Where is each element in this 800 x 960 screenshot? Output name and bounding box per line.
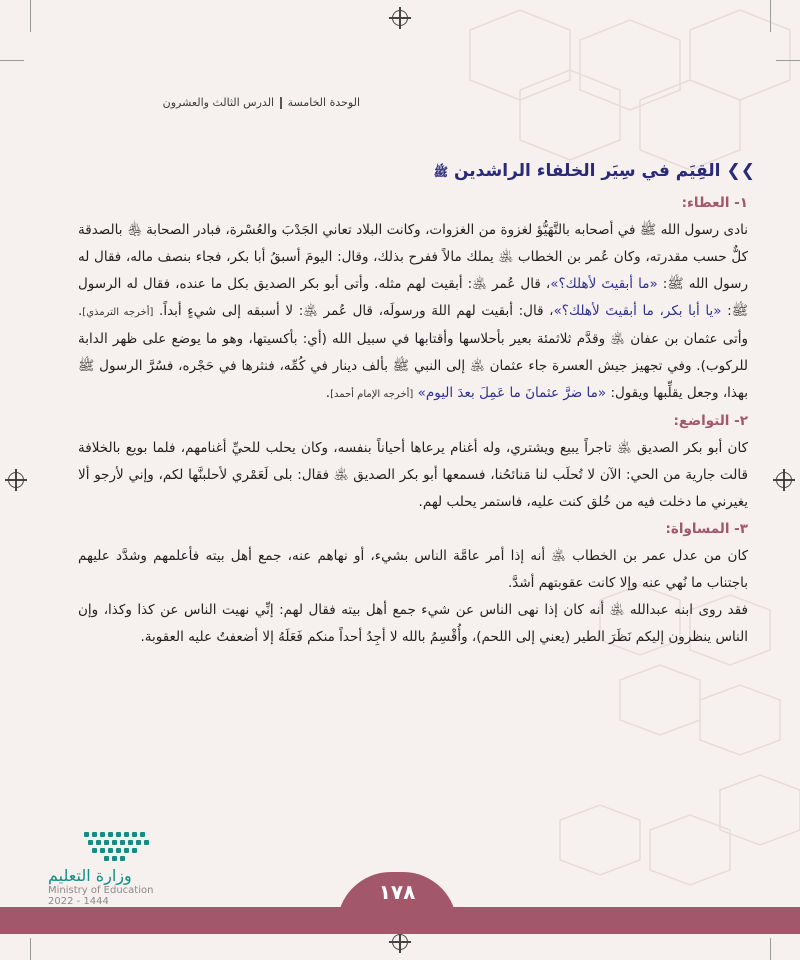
unit-label: الوحدة الخامسة [287,96,360,109]
hadith-quote: «ما ضرَّ عثمانَ ما عَمِلَ بعدَ اليوم» [417,385,607,401]
honorific: ﷺ [433,165,449,179]
lesson-label: الدرس الثالث والعشرون [162,96,275,109]
crop-mark [0,60,24,61]
registration-mark-icon [8,472,24,488]
text-run: ، قال: أبقيت لهم اللهَ ورسولَه، قال عُمر ﵁: لا أسبقه إلى شيءٍ أبداً. [153,303,554,319]
crop-mark [776,60,800,61]
section-heading [335,161,755,182]
subsection-heading: ١- العطاء: [681,195,748,211]
logo-text [48,866,158,907]
paragraph [78,597,748,651]
paragraph [78,543,748,597]
text-run: نادى رسول الله ﷺ في أصحابه بالتَّهَيُّؤ لغزوة من الغزوات، وكانت البلاد تعاني الجَدْبَ والعُسْرة، فبادر الصحابة ﵃ بالصدقة كلٌّ حسب مقدرته، وكان عُمر بن الخطاب ﵁ يملك مالاً ففرح بذلك، وقال: اليومَ أسبقُ أبا بكر، فجاء بنصف ماله، فقال له رسول الله ﷺ: [78,222,748,292]
text-run: كان أبو بكر الصديق ﵁ تاجراً يبيع ويشتري، وله أغنام يرعاها أحياناً بنفسه، وكان يحلب للحيِّ أغنامهم، فلما بويع بالخلافة قالت جارية من الحي: الآن لا تُحلَب لنا مَنائحُنا، فسمعها أبو بكر الصديق ﵁ فقال: بلى لَعَمْري لأحلبنَّها لكم، وإني لأرجو ألا يغيرني ما دخلت فيه من خُلق كنت عليه، فاستمر يحلب لهم. [78,440,748,510]
running-header [130,96,360,109]
header-divider [280,97,282,109]
registration-mark-icon [392,934,408,950]
crop-mark [30,0,31,32]
text-run: كان من عدل عمر بن الخطاب ﵁ أنه إذا أمر عامَّة الناس بشيء، أو نهاهم عنه، جمع أهل بيته فأعلمهم وشدَّد عليهم باجتناب ما نُهي عنه وإلا كانت عقوبتهم أشدَّ. [78,548,748,591]
hadith-quote: «ما أبقيتَ لأهلك؟» [550,276,658,292]
crop-mark [770,0,771,32]
registration-mark-icon [392,10,408,26]
section-title: القِيَم في سِيَر الخلفاء الراشدين [454,161,721,181]
page-number: ١٧٨ [378,880,416,904]
logo-arabic: وزارة التعليم [48,866,132,885]
text-run: . وأتى عثمان بن عفان ﵁ وقدَّم ثلاثمئة بعير بأحلاسها وأقتابها في سبيل الله (أي: بأكسيتها، وهو ما يوضع على ظهر الدابة للركوب). وفي تجهيز جيش العسرة جاء عثمان ﵁ إلى النبي ﷺ بألف دينار في كُمِّه، فنثرها في حَجْره، فسُرَّ الرسول ﷺ بهذا، وجعل يقلِّبها ويقول: [78,303,748,401]
paragraph [78,435,748,516]
subsection-heading: ٢- التواضع: [673,413,748,429]
text-run: ، قال عُمر ﵁: أبقيت لهم مثله. وأتى أبو بكر الصديق بكل ما عنده، فقال له الرسول ﷺ: [78,276,749,319]
crop-mark [770,938,771,960]
logo-dots-icon [84,830,154,864]
double-chevron-icon: ❯❯ [726,161,755,181]
text-run: فقد روى ابنه عبدالله ﵁ أنه كان إذا نهى الناس عن شيء جمع أهل بيته فقال لهم: إنِّي نهيت الناس عن كذا وكذا، وإن الناس ينظرون إليكم نَظَرَ الطير (يعني إلى اللحم)، وأُقْسِمُ بالله لا أجِدُ أحداً منكم فَعَلَهُ إلا أضعفتُ عليه العقوبة. [78,602,748,645]
text-run: . [325,385,331,401]
paragraph [78,217,748,408]
hadith-quote: «يا أبا بكر، ما أبقيتَ لأهلك؟» [553,303,722,319]
content-body [78,190,748,651]
subsection-heading: ٣- المساواة: [665,521,748,537]
citation: [أخرجه الإمام أحمد] [330,389,414,400]
crop-mark [30,938,31,960]
logo-english: Ministry of Education [48,885,154,896]
registration-mark-icon [776,472,792,488]
logo-year: 2022 - 1444 [48,896,109,907]
citation: [أخرجه الترمذي] [82,307,154,318]
